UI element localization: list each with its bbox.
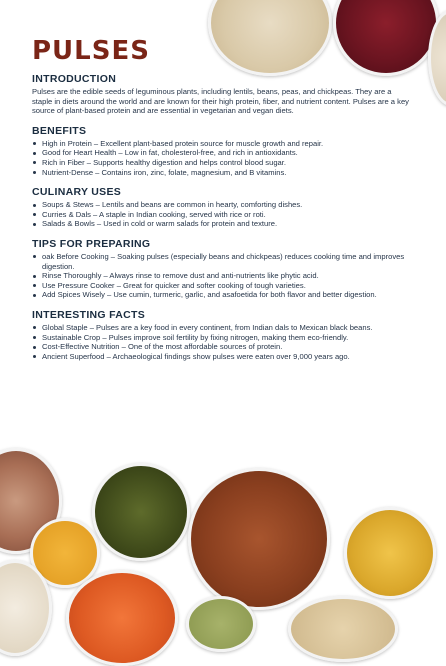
list-item: Nutrient-Dense – Contains iron, zinc, folate, magnesium, and B vitamins.: [32, 168, 410, 178]
introduction-heading: INTRODUCTION: [32, 73, 117, 85]
tips-list: [32, 252, 410, 300]
yellow-split-peas-bowl-image: [344, 507, 436, 599]
red-lentils-bowl-image: [66, 570, 178, 666]
facts-section: [32, 309, 410, 361]
list-item: Salads & Bowls – Used in cold or warm salads for protein and texture.: [32, 219, 410, 229]
facts-list: [32, 323, 410, 361]
introduction-text: Pulses are the edible seeds of leguminous plants, including lentils, beans, peas, and chickpeas. They are a staple in diets around the world and are known for their high protein, fiber, and nutrient content. Pulses are a key source of plant-based protein and are essential in vegetarian and vegan diets.: [32, 87, 409, 116]
introduction-section: [32, 73, 410, 116]
facts-heading: INTERESTING FACTS: [32, 308, 146, 321]
page-title: PULSES: [32, 36, 150, 66]
culinary-uses-heading: CULINARY USES: [32, 186, 122, 199]
rice-bowl-image: [208, 0, 332, 76]
benefits-list: [32, 139, 410, 177]
benefits-section: [32, 125, 410, 177]
list-item: Rich in Fiber – Supports healthy digestion and helps control blood sugar.: [32, 158, 410, 168]
list-item: oak Before Cooking – Soaking pulses (especially beans and chickpeas) reduces cooking time and improves digestion.: [32, 252, 410, 271]
list-item: Soups & Stews – Lentils and beans are common in hearty, comforting dishes.: [32, 200, 410, 210]
culinary-uses-section: [32, 186, 410, 229]
list-item: High in Protein – Excellent plant-based protein source for muscle growth and repair.: [32, 139, 410, 149]
culinary-uses-list: [32, 200, 410, 229]
list-item: Rinse Thoroughly – Always rinse to remove dust and anti-nutrients like phytic acid.: [32, 271, 410, 281]
list-item: Use Pressure Cooker – Great for quicker and softer cooking of tough varieties.: [32, 281, 410, 291]
list-item: Add Spices Wisely – Use cumin, turmeric, garlic, and asafoetida for both flavor and better digestion.: [32, 290, 410, 300]
chickpeas-bowl-image: [188, 468, 330, 610]
benefits-heading: BENEFITS: [32, 124, 87, 137]
tips-heading: TIPS FOR PREPARING: [32, 237, 151, 250]
list-item: Good for Heart Health – Low in fat, cholesterol-free, and rich in antioxidants.: [32, 148, 410, 158]
green-peas-bowl-image: [186, 596, 256, 652]
content-body: [32, 73, 410, 361]
tips-section: [32, 238, 410, 300]
list-item: Curries & Dals – A staple in Indian cooking, served with rice or roti.: [32, 210, 410, 220]
list-item: Global Staple – Pulses are a key food in every continent, from Indian dals to Mexican black beans.: [32, 323, 410, 333]
list-item: Cost-Effective Nutrition – One of the most affordable sources of protein.: [32, 342, 410, 352]
green-mung-bowl-image: [92, 463, 190, 561]
list-item: Ancient Superfood – Archaeological findings show pulses were eaten over 9,000 years ago.: [32, 352, 410, 362]
dried-peas-bowl-image: [288, 596, 398, 662]
kidney-beans-bowl-image: [333, 0, 439, 76]
list-item: Sustainable Crop – Pulses improve soil fertility by fixing nitrogen, making them eco-friendly.: [32, 333, 410, 343]
